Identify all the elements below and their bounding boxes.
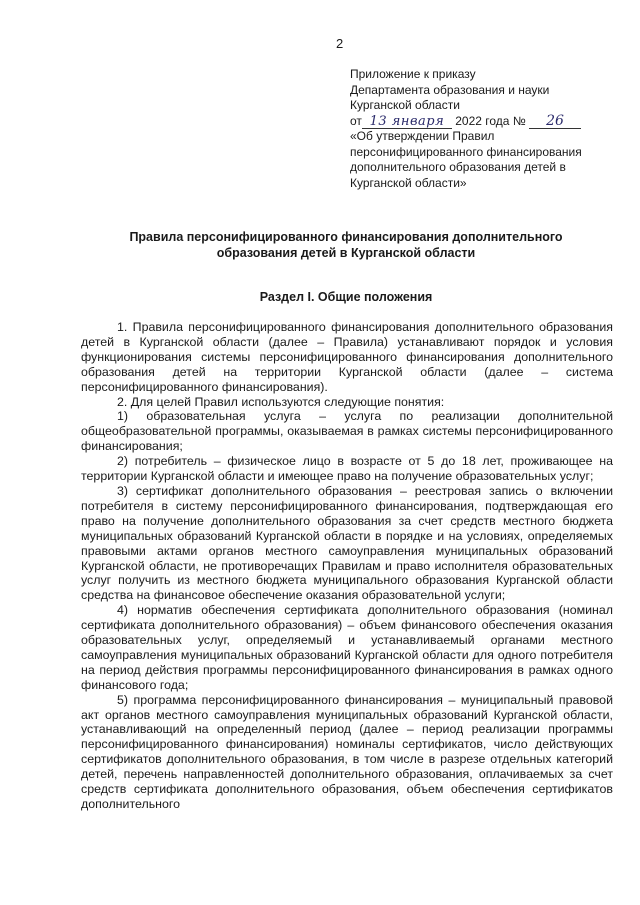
appendix-line-3: Курганской области (350, 98, 460, 112)
appendix-line-2: Департамента образования и науки (350, 82, 550, 97)
appendix-title-line-4: Курганской области» (350, 175, 467, 190)
appendix-title-line-2: персонифицированного финансирования (350, 144, 582, 159)
paragraph-4: 2) потребитель – физическое лицо в возрасте от 5 до 18 лет, проживающее на территории Курганской области и имеющее право на получение образовательных услуг; (81, 454, 613, 484)
paragraph-5: 3) сертификат дополнительного образования – реестровая запись о включении потребителя в систему персонифицированного финансирования, подтверждающая его право на получение дополнительного образования за счет средств местного бюджета муниципальных образований Курганской области в порядке и на условиях, определяемых правовыми актами органов местного самоуправления муниципальных образований Курганской области, не противоречащих Правилам и право исполнителя образовательных услуг получить из местного бюджета муниципального образования Курганской области средства на финансовое обеспечение оказания образовательной услуги; (81, 483, 613, 603)
handwritten-date: 13 января (362, 115, 452, 129)
document-body (81, 320, 613, 812)
section-title: Раздел I. Общие положения (259, 290, 433, 304)
paragraph-1: 1. Правила персонифицированного финансирования дополнительного образования детей в Курганской области (далее – Правила) устанавливают порядок и условия функционирования системы персонифицированного финансирования дополнительного образования детей на территории Курганской области (далее – система персонифицированного финансирования). (81, 320, 613, 394)
paragraph-6: 4) норматив обеспечения сертификата дополнительного образования (номинал сертификата дополнительного образования) – объем финансового обеспечения оказания образовательных услуг, определяемый и устанавливаемый органами местного самоуправления муниципальных образований Курганской области для одного потребителя на период действия программы персонифицированного финансирования в рамках одного финансового года; (81, 603, 613, 692)
appendix-title-line-1: «Об утверждении Правил (350, 129, 495, 143)
appendix-block (350, 67, 620, 191)
appendix-line-1: Приложение к приказу (350, 67, 476, 81)
paragraph-3: 1) образовательная услуга – услуга по реализации дополнительной общеобразовательной программы, оказываемая в рамках системы персонифицированного финансирования; (81, 409, 613, 454)
date-prefix: от (350, 113, 362, 128)
document-title-line-1: Правила персонифицированного финансирования дополнительного (129, 230, 563, 244)
document-title-line-2: образования детей в Курганской области (216, 246, 476, 260)
paragraph-7: 5) программа персонифицированного финансирования – муниципальный правовой акт органов местного самоуправления муниципальных образований Курганской области, устанавливающий на определенный период (далее – период реализации программы персонифицированного финансирования) номиналы сертификатов, число действующих сертификатов дополнительного образования, в том числе в разрезе отдельных категорий детей, перечень направленностей дополнительного образования, оплачиваемых за счет средств сертификата дополнительного образования, объем обеспечения сертификатов дополнительного (81, 692, 613, 811)
page-number: 2 (336, 36, 344, 51)
document-title (80, 229, 612, 261)
paragraph-2: 2. Для целей Правил используются следующие понятия: (117, 394, 445, 409)
appendix-date-line (350, 114, 620, 130)
date-suffix: 2022 года № (455, 113, 526, 128)
appendix-title-line-3: дополнительного образования детей в (350, 160, 566, 174)
handwritten-order-number: 26 (529, 115, 581, 129)
